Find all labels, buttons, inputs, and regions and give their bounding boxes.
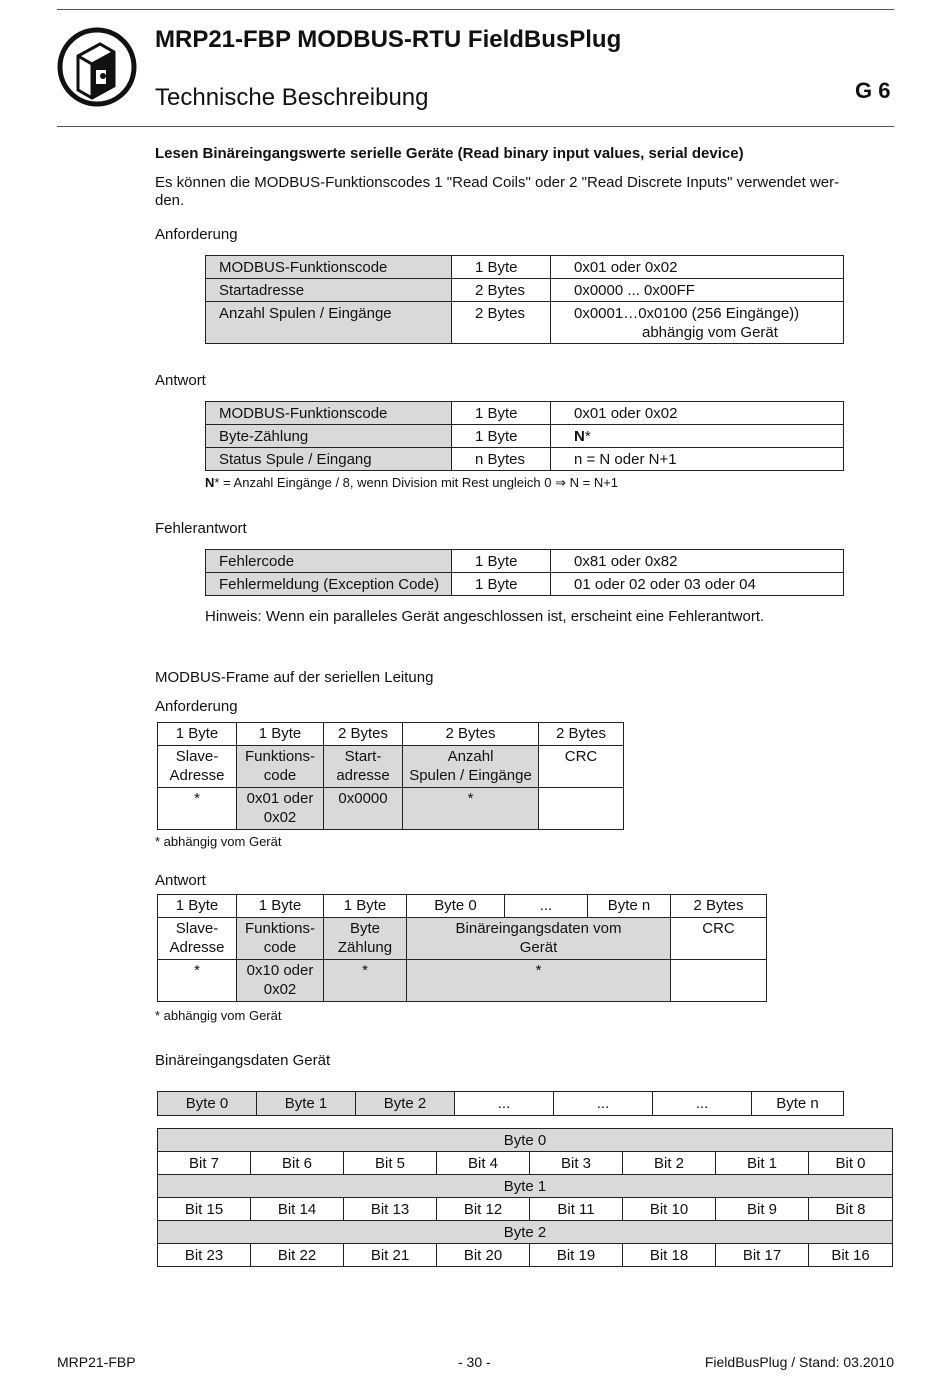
frame-size: Byte 0 xyxy=(407,895,505,918)
frame-field-line: Binäreingangsdaten vom xyxy=(455,920,622,937)
frame-size: 1 Byte xyxy=(324,895,407,918)
response-label: Antwort xyxy=(155,372,206,389)
frame-value xyxy=(403,788,539,830)
table-row xyxy=(158,895,767,918)
frame-value xyxy=(539,788,624,830)
table-row xyxy=(158,960,767,1002)
frame-field-line: CRC xyxy=(564,748,598,765)
request-value: 0x0001…0x0100 (256 Eingänge)) xyxy=(574,305,800,322)
document-subtitle: Technische Beschreibung xyxy=(155,84,429,111)
request-size: 1 Byte xyxy=(452,256,551,279)
document-title: MRP21-FBP MODBUS-RTU FieldBusPlug xyxy=(155,26,622,53)
error-value: 0x81 oder 0x82 xyxy=(551,550,844,573)
footer-right: FieldBusPlug / Stand: 03.2010 xyxy=(704,1354,894,1370)
frame-size: 1 Byte xyxy=(158,723,237,746)
frame-value xyxy=(237,788,324,830)
frame-field-line: adresse xyxy=(336,767,390,784)
response-value: 0x01 oder 0x02 xyxy=(551,402,844,425)
frame-field-line: Adresse xyxy=(169,939,225,956)
frame-response-label: Antwort xyxy=(155,872,206,889)
frame-field xyxy=(403,746,539,788)
frame-field xyxy=(158,746,237,788)
table-row xyxy=(158,1152,893,1175)
frame-value xyxy=(158,788,237,830)
frame-field-line: Funktions- xyxy=(244,920,316,937)
table-row xyxy=(206,448,844,471)
frame-request-label: Anforderung xyxy=(155,698,238,715)
bit-cell: Bit 18 xyxy=(623,1244,716,1267)
frame-size: 2 Bytes xyxy=(539,723,624,746)
bit-cell: Bit 12 xyxy=(437,1198,530,1221)
frame-value-line: 0x10 oder xyxy=(246,962,314,979)
response-size: 1 Byte xyxy=(452,402,551,425)
bit-cell: Bit 15 xyxy=(158,1198,251,1221)
error-hint: Hinweis: Wenn ein paralleles Gerät angeschlossen ist, erscheint eine Fehlerantwort. xyxy=(205,608,765,625)
response-size: 1 Byte xyxy=(452,425,551,448)
bit-cell: Bit 8 xyxy=(809,1198,893,1221)
frame-field-line: code xyxy=(263,939,297,956)
byte-group-header: Byte 0 xyxy=(158,1129,893,1152)
frame-size: 1 Byte xyxy=(158,895,237,918)
frame-request-table xyxy=(157,722,624,830)
section-heading: Lesen Binäreingangswerte serielle Geräte (Read binary input values, serial device) xyxy=(155,145,744,162)
frame-field-line: Slave- xyxy=(175,748,219,765)
request-label: Anforderung xyxy=(155,226,238,243)
response-size: n Bytes xyxy=(452,448,551,471)
response-footnote xyxy=(205,473,618,492)
frame-value-line: * xyxy=(194,962,200,979)
response-value-cell xyxy=(551,425,844,448)
error-name: Fehlercode xyxy=(206,550,452,573)
bit-cell: Bit 11 xyxy=(530,1198,623,1221)
device-logo xyxy=(56,26,138,108)
table-row xyxy=(206,256,844,279)
byte-group-header: Byte 1 xyxy=(158,1175,893,1198)
bit-cell: Bit 9 xyxy=(716,1198,809,1221)
request-size: 2 Bytes xyxy=(452,302,551,344)
frame-field-line: Zählung xyxy=(337,939,393,956)
bit-cell: Bit 3 xyxy=(530,1152,623,1175)
section-number: G 6 xyxy=(855,78,891,103)
request-name: Startadresse xyxy=(206,279,452,302)
response-value-bold: N xyxy=(574,428,585,445)
frame-value-line: * xyxy=(535,962,542,979)
frame-size: 1 Byte xyxy=(237,723,324,746)
header-bottom-rule xyxy=(57,126,894,127)
frame-field xyxy=(158,918,237,960)
intro-text-line2: den. xyxy=(155,192,185,209)
request-value-note: abhängig vom Gerät xyxy=(642,324,778,341)
response-name: MODBUS-Funktionscode xyxy=(206,402,452,425)
error-name: Fehlermeldung (Exception Code) xyxy=(206,573,452,596)
error-value: 01 oder 02 oder 03 oder 04 xyxy=(551,573,844,596)
frame-size: Byte n xyxy=(588,895,671,918)
byte-group-header: Byte 2 xyxy=(158,1221,893,1244)
error-size: 1 Byte xyxy=(452,573,551,596)
request-table xyxy=(205,255,844,344)
frame-response-note: * abhängig vom Gerät xyxy=(155,1008,282,1023)
table-row xyxy=(158,1221,893,1244)
request-size: 2 Bytes xyxy=(452,279,551,302)
frame-field xyxy=(237,746,324,788)
frame-field-line: CRC xyxy=(702,920,735,937)
error-size: 1 Byte xyxy=(452,550,551,573)
bit-cell: Bit 20 xyxy=(437,1244,530,1267)
frame-response-table xyxy=(157,894,767,1002)
frame-value-line: 0x01 oder xyxy=(246,790,314,807)
frame-value-line: 0x02 xyxy=(263,809,297,826)
frame-field xyxy=(237,918,324,960)
footer-left: MRP21-FBP xyxy=(57,1354,136,1370)
frame-value-line: 0x02 xyxy=(263,981,297,998)
frame-field-line: Gerät xyxy=(519,939,558,956)
frame-request-note: * abhängig vom Gerät xyxy=(155,834,282,849)
table-row xyxy=(158,1092,844,1116)
bit-cell: Bit 4 xyxy=(437,1152,530,1175)
byte-cell: ... xyxy=(653,1092,752,1116)
frame-value-line: * xyxy=(362,962,368,979)
byte-cell: Byte 1 xyxy=(257,1092,356,1116)
byte-cell: Byte n xyxy=(752,1092,844,1116)
request-value: 0x0000 ... 0x00FF xyxy=(551,279,844,302)
frame-field-line: Start- xyxy=(344,748,382,765)
request-name: Anzahl Spulen / Eingänge xyxy=(206,302,452,344)
bit-cell: Bit 22 xyxy=(251,1244,344,1267)
bit-cell: Bit 1 xyxy=(716,1152,809,1175)
intro-text-line1: Es können die MODBUS-Funktionscodes 1 "Read Coils" oder 2 "Read Discrete Inputs" verwendet wer- xyxy=(155,174,840,191)
frame-value xyxy=(407,960,671,1002)
frame-value xyxy=(324,960,407,1002)
frame-field-line: Funktions- xyxy=(244,748,316,765)
frame-value xyxy=(671,960,767,1002)
table-row xyxy=(158,746,624,788)
table-row xyxy=(206,573,844,596)
bit-cell: Bit 0 xyxy=(809,1152,893,1175)
bit-cell: Bit 17 xyxy=(716,1244,809,1267)
byte-cell: Byte 0 xyxy=(158,1092,257,1116)
frame-field-line: code xyxy=(263,767,297,784)
table-row xyxy=(158,1244,893,1267)
bit-cell: Bit 2 xyxy=(623,1152,716,1175)
frame-title: MODBUS-Frame auf der seriellen Leitung xyxy=(155,669,434,686)
frame-field xyxy=(539,746,624,788)
response-value: n = N oder N+1 xyxy=(551,448,844,471)
table-row xyxy=(158,1198,893,1221)
table-row xyxy=(158,1129,893,1152)
byte-cell: ... xyxy=(455,1092,554,1116)
frame-value xyxy=(158,960,237,1002)
response-name: Byte-Zählung xyxy=(206,425,452,448)
bit-cell: Bit 6 xyxy=(251,1152,344,1175)
header-top-rule xyxy=(57,9,894,10)
request-value-cell xyxy=(551,302,844,344)
frame-size: ... xyxy=(505,895,588,918)
frame-field-line: Adresse xyxy=(169,767,225,784)
frame-field-line: Anzahl xyxy=(447,748,494,765)
request-name: MODBUS-Funktionscode xyxy=(206,256,452,279)
response-value-sup: * xyxy=(584,428,591,445)
footnote-bold: N xyxy=(205,475,215,490)
table-row xyxy=(158,1175,893,1198)
table-row xyxy=(206,279,844,302)
error-table xyxy=(205,549,844,596)
frame-value xyxy=(324,788,403,830)
bit-cell: Bit 5 xyxy=(344,1152,437,1175)
frame-field xyxy=(671,918,767,960)
request-value: 0x01 oder 0x02 xyxy=(551,256,844,279)
response-name: Status Spule / Eingang xyxy=(206,448,452,471)
table-row xyxy=(158,788,624,830)
footer-page-number: - 30 - xyxy=(458,1354,491,1370)
frame-field xyxy=(324,746,403,788)
table-row xyxy=(158,918,767,960)
frame-value-line: * xyxy=(467,790,474,807)
byte-cell: Byte 2 xyxy=(356,1092,455,1116)
frame-value-line: * xyxy=(194,790,200,807)
bit-cell: Bit 21 xyxy=(344,1244,437,1267)
table-row xyxy=(206,402,844,425)
table-row xyxy=(206,550,844,573)
frame-value-line xyxy=(158,808,236,827)
frame-field xyxy=(407,918,671,960)
frame-size: 2 Bytes xyxy=(671,895,767,918)
response-table xyxy=(205,401,844,471)
bit-cell: Bit 14 xyxy=(251,1198,344,1221)
frame-field-line: Byte xyxy=(349,920,380,937)
table-row xyxy=(158,723,624,746)
bit-cell: Bit 10 xyxy=(623,1198,716,1221)
frame-field xyxy=(324,918,407,960)
frame-size: 1 Byte xyxy=(237,895,324,918)
frame-field-line: Spulen / Eingänge xyxy=(409,767,532,784)
bit-cell: Bit 19 xyxy=(530,1244,623,1267)
bit-cell: Bit 7 xyxy=(158,1152,251,1175)
frame-size: 2 Bytes xyxy=(403,723,539,746)
byte-table xyxy=(157,1091,844,1116)
bit-cell: Bit 13 xyxy=(344,1198,437,1221)
frame-value-line: 0x0000 xyxy=(338,790,388,807)
frame-value xyxy=(237,960,324,1002)
error-label: Fehlerantwort xyxy=(155,520,247,537)
bit-table xyxy=(157,1128,893,1267)
binary-title: Binäreingangsdaten Gerät xyxy=(155,1052,331,1069)
table-row xyxy=(206,302,844,344)
bit-cell: Bit 16 xyxy=(809,1244,893,1267)
frame-size: 2 Bytes xyxy=(324,723,403,746)
footnote-text: * = Anzahl Eingänge / 8, wenn Division mit Rest ungleich 0 ⇒ N = N+1 xyxy=(214,475,619,490)
bit-cell: Bit 23 xyxy=(158,1244,251,1267)
table-row xyxy=(206,425,844,448)
frame-field-line: Slave- xyxy=(175,920,219,937)
byte-cell: ... xyxy=(554,1092,653,1116)
